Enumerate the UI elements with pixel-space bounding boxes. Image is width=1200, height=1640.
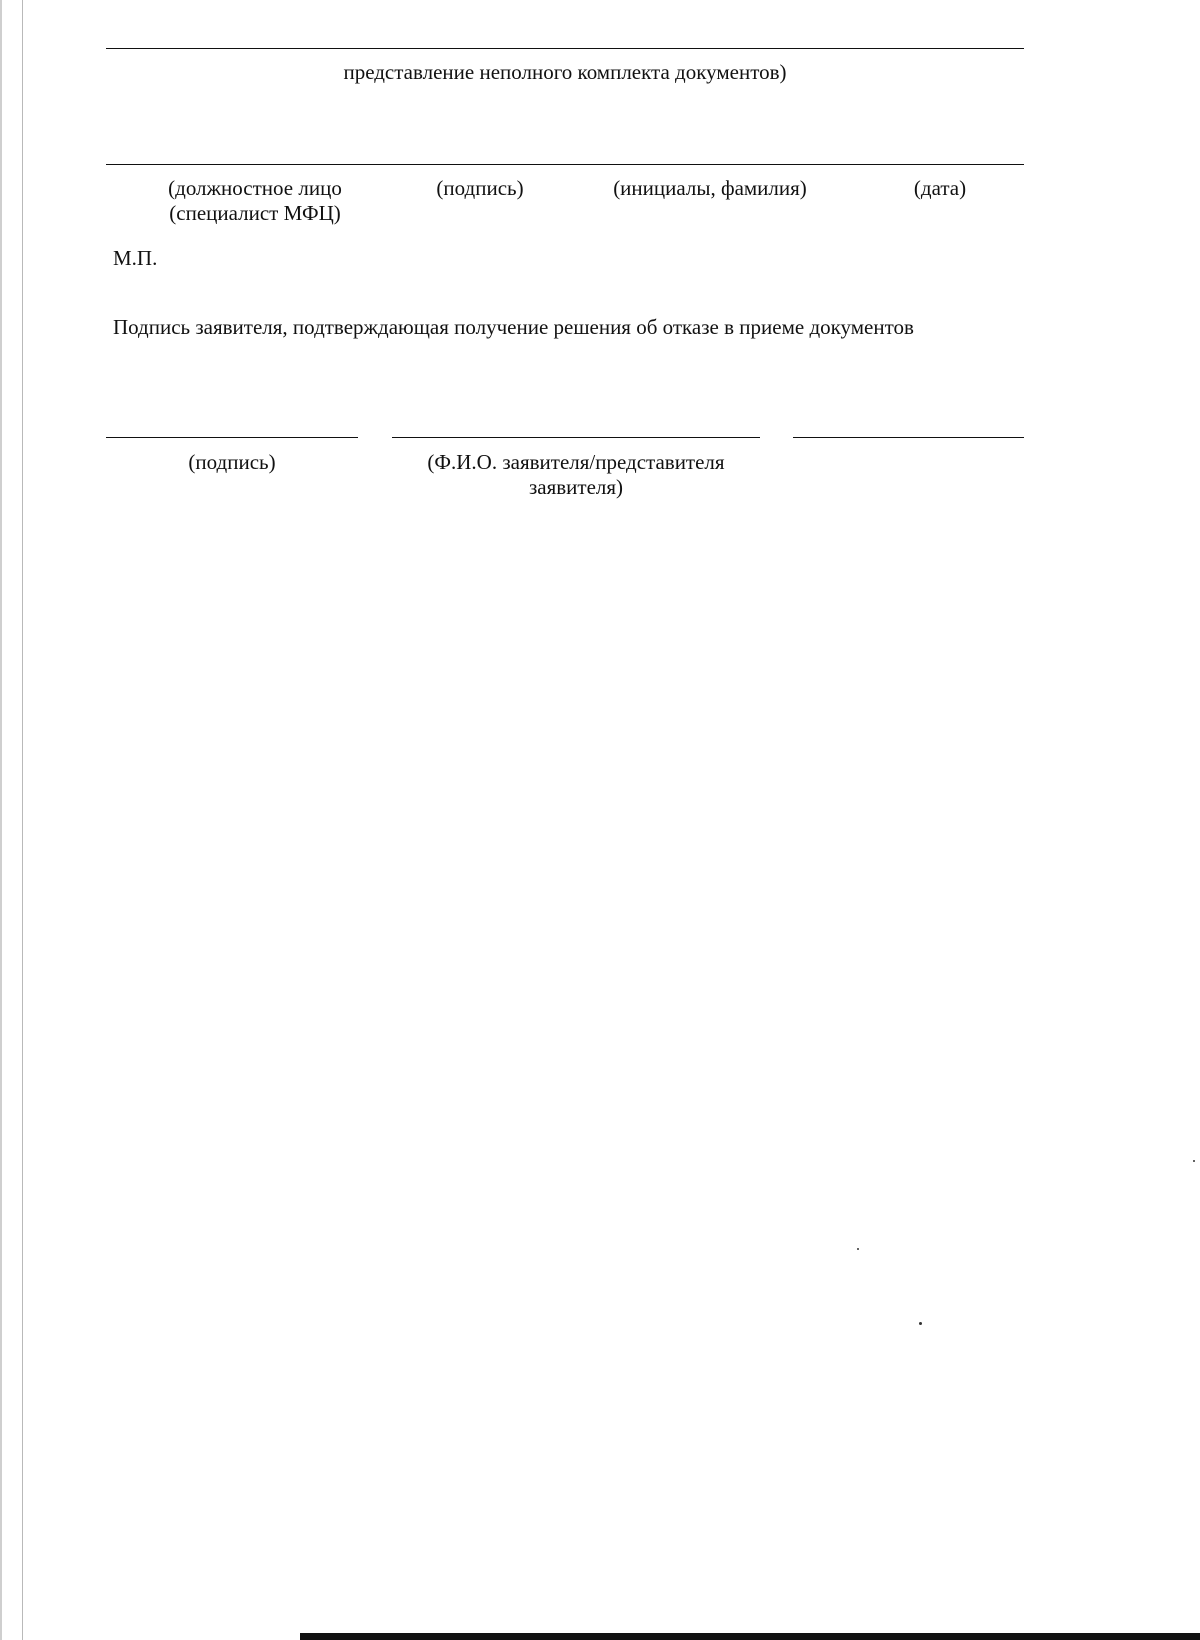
- scan-speck: [919, 1322, 922, 1325]
- applicant-name-rule: [392, 437, 760, 438]
- official-signature-rule: [106, 164, 1024, 165]
- scan-bottom-border: [300, 1633, 1200, 1640]
- applicant-name-label-line2: заявителя): [528, 475, 624, 499]
- applicant-extra-rule: [793, 437, 1024, 438]
- applicant-signature-label: (подпись): [188, 450, 276, 474]
- official-position-label-line1: (должностное лицо: [168, 176, 342, 200]
- applicant-name-label-line1: (Ф.И.О. заявителя/представителя: [427, 450, 725, 474]
- official-position-label-line2: (специалист МФЦ): [169, 201, 341, 225]
- scan-speck: [857, 1248, 859, 1250]
- applicant-name-label: [392, 450, 760, 500]
- scan-left-edge: [0, 0, 2, 1640]
- official-position-label: [140, 176, 370, 226]
- continuation-text: представление неполного комплекта документов): [343, 60, 787, 84]
- applicant-statement: Подпись заявителя, подтверждающая получение решения об отказе в приеме документов: [113, 315, 914, 339]
- official-name-label: (инициалы, фамилия): [613, 176, 807, 200]
- official-signature-label: (подпись): [436, 176, 524, 200]
- official-date-label: (дата): [913, 176, 967, 200]
- top-rule: [106, 48, 1024, 49]
- scan-speck: [1193, 1160, 1195, 1162]
- stamp-place-label: М.П.: [113, 246, 158, 270]
- scan-fold-line: [22, 0, 23, 1640]
- applicant-signature-rule: [106, 437, 358, 438]
